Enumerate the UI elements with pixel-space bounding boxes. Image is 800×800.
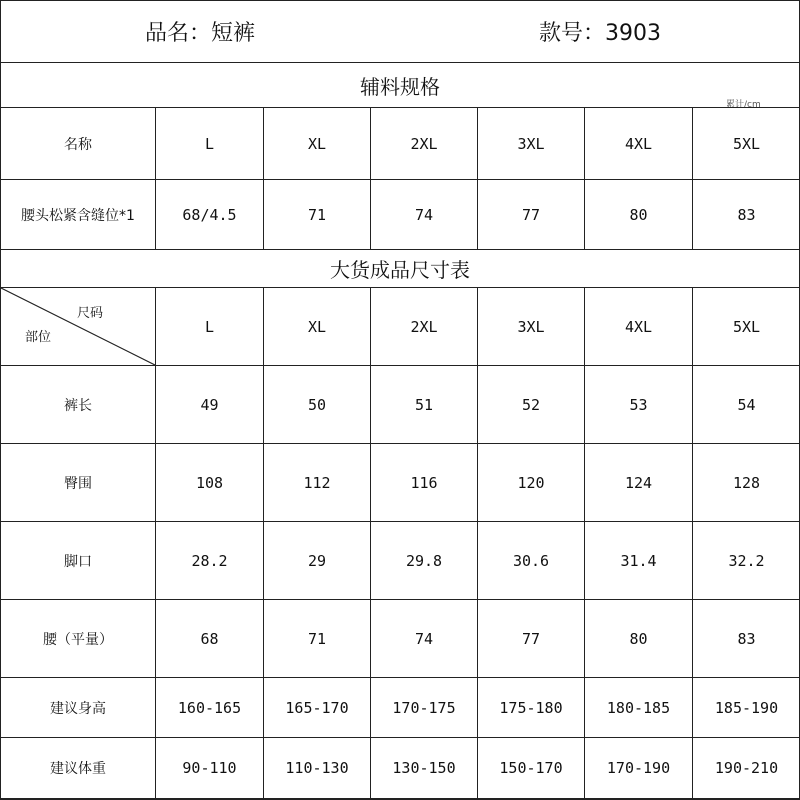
- table-cell: 52: [478, 366, 585, 444]
- col-header-size: XL: [264, 288, 371, 366]
- table-row: [1, 738, 800, 799]
- corner-part-label: 部位: [25, 330, 52, 345]
- corner-header-cell: [1, 288, 156, 366]
- size-table-body: [1, 366, 800, 799]
- col-header-size: 3XL: [478, 288, 585, 366]
- table-cell: 116: [371, 444, 478, 522]
- table-cell: 124: [585, 444, 693, 522]
- product-name: 品名：短裤: [144, 20, 255, 46]
- table-cell: 29.8: [371, 522, 478, 600]
- table-row: [1, 444, 800, 522]
- row-label: 脚口: [1, 522, 156, 600]
- table-cell: 71: [264, 600, 371, 678]
- table-cell: 160-165: [156, 678, 264, 738]
- table-cell: 112: [264, 444, 371, 522]
- accessory-header-row: [1, 108, 800, 180]
- table-cell: 29: [264, 522, 371, 600]
- col-header-size: 3XL: [478, 108, 585, 180]
- table-cell: 120: [478, 444, 585, 522]
- accessory-row: [1, 180, 800, 250]
- size-section-title: 大货成品尺寸表: [330, 258, 470, 282]
- row-label: 建议体重: [1, 738, 156, 799]
- table-cell: 31.4: [585, 522, 693, 600]
- col-header-size: 2XL: [371, 108, 478, 180]
- table-cell: 71: [264, 180, 371, 250]
- accessory-section-header: [0, 62, 800, 107]
- table-cell: 50: [264, 366, 371, 444]
- table-cell: 190-210: [693, 738, 800, 799]
- row-label: 裤长: [1, 366, 156, 444]
- table-cell: 54: [693, 366, 800, 444]
- table-cell: 185-190: [693, 678, 800, 738]
- table-cell: 150-170: [478, 738, 585, 799]
- table-row: [1, 600, 800, 678]
- col-header-size: 4XL: [585, 108, 693, 180]
- table-cell: 108: [156, 444, 264, 522]
- size-table: [0, 287, 800, 799]
- row-label: 腰（平量）: [1, 600, 156, 678]
- table-cell: 83: [693, 180, 800, 250]
- col-header-size: 5XL: [693, 108, 800, 180]
- table-cell: 77: [478, 180, 585, 250]
- table-cell: 68/4.5: [156, 180, 264, 250]
- table-cell: 30.6: [478, 522, 585, 600]
- table-cell: 83: [693, 600, 800, 678]
- col-header-size: 4XL: [585, 288, 693, 366]
- size-header-row: [1, 288, 800, 366]
- title-row: [0, 0, 800, 62]
- table-row: [1, 678, 800, 738]
- col-header-name: 名称: [1, 108, 156, 180]
- style-number: 款号：3903: [539, 20, 661, 46]
- table-cell: 74: [371, 180, 478, 250]
- table-cell: 77: [478, 600, 585, 678]
- col-header-size: L: [156, 108, 264, 180]
- table-cell: 90-110: [156, 738, 264, 799]
- col-header-size: L: [156, 288, 264, 366]
- accessory-section-title: 辅料规格: [360, 74, 440, 99]
- table-cell: 130-150: [371, 738, 478, 799]
- table-cell: 175-180: [478, 678, 585, 738]
- table-row: [1, 366, 800, 444]
- corner-size-label: 尺码: [76, 306, 103, 321]
- table-cell: 53: [585, 366, 693, 444]
- table-cell: 165-170: [264, 678, 371, 738]
- table-cell: 28.2: [156, 522, 264, 600]
- table-cell: 74: [371, 600, 478, 678]
- stray-mark: 累计/cm: [726, 100, 761, 110]
- table-cell: 128: [693, 444, 800, 522]
- col-header-size: XL: [264, 108, 371, 180]
- col-header-size: 2XL: [371, 288, 478, 366]
- table-row: [1, 522, 800, 600]
- col-header-size: 5XL: [693, 288, 800, 366]
- table-cell: 170-190: [585, 738, 693, 799]
- table-cell: 51: [371, 366, 478, 444]
- accessory-table: [0, 107, 800, 250]
- table-cell: 170-175: [371, 678, 478, 738]
- table-cell: 180-185: [585, 678, 693, 738]
- table-cell: 32.2: [693, 522, 800, 600]
- table-cell: 80: [585, 600, 693, 678]
- row-label: 腰头松紧含缝位*1: [1, 180, 156, 250]
- table-cell: 110-130: [264, 738, 371, 799]
- size-section-header: [0, 249, 800, 287]
- row-label: 建议身高: [1, 678, 156, 738]
- table-cell: 68: [156, 600, 264, 678]
- table-cell: 80: [585, 180, 693, 250]
- row-label: 臀围: [1, 444, 156, 522]
- table-cell: 49: [156, 366, 264, 444]
